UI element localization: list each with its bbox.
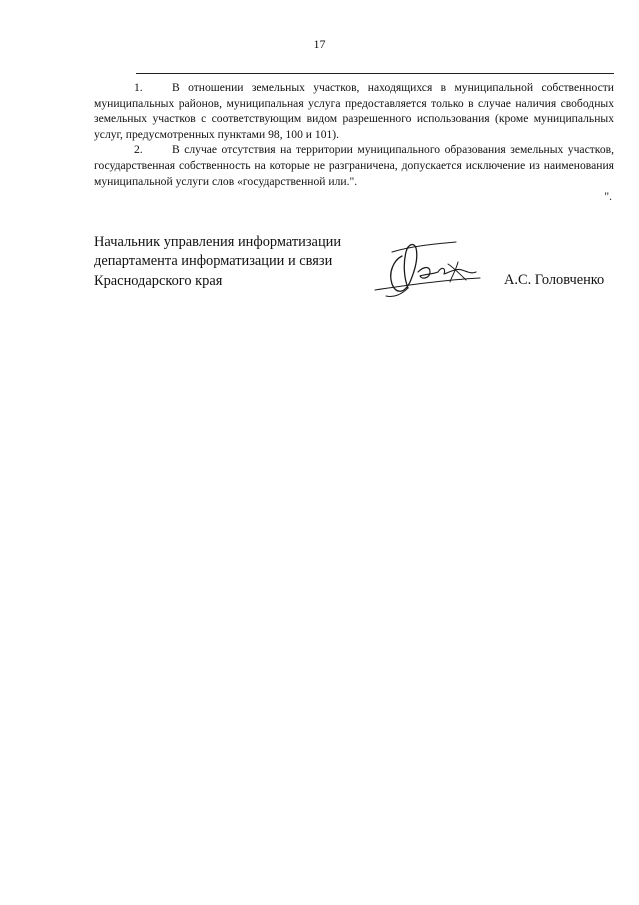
footnote-divider: [136, 73, 614, 74]
footnotes: [94, 80, 614, 205]
signer-position-line-1: Начальник управления информатизации: [94, 234, 342, 250]
footnote-1-text: В отношении земельных участков, находящихся в муниципальной собственности муниципальных районов, муниципальная услуга предоставляется только в случае наличия свободных земельных участков с соответствующим видом разрешенного использования (кроме муниципальных услуг, предусмотренных пунктами 98, 100 и 101).: [94, 81, 614, 141]
signer-name: А.С. Головченко: [504, 272, 605, 288]
footnote-1-number: 1.: [134, 81, 143, 94]
footnote-2-text: В случае отсутствия на территории муниципального образования земельных участков, государственная собственность на которые не разграничена, допускается исключение из наименования муниципальной услуги слов «государственной или.".: [94, 143, 614, 188]
signer-position-line-2: департамента информатизации и связи: [94, 253, 333, 270]
signer-position: [94, 233, 394, 291]
handwritten-signature: [372, 238, 484, 300]
signer-position-line-3: Краснодарского края: [94, 272, 223, 289]
footnote-2: [94, 142, 614, 189]
footnote-1: [94, 80, 614, 142]
closing-quote: ".: [604, 190, 612, 204]
footnote-2-number: 2.: [134, 143, 143, 157]
page-number: 17: [313, 37, 326, 51]
